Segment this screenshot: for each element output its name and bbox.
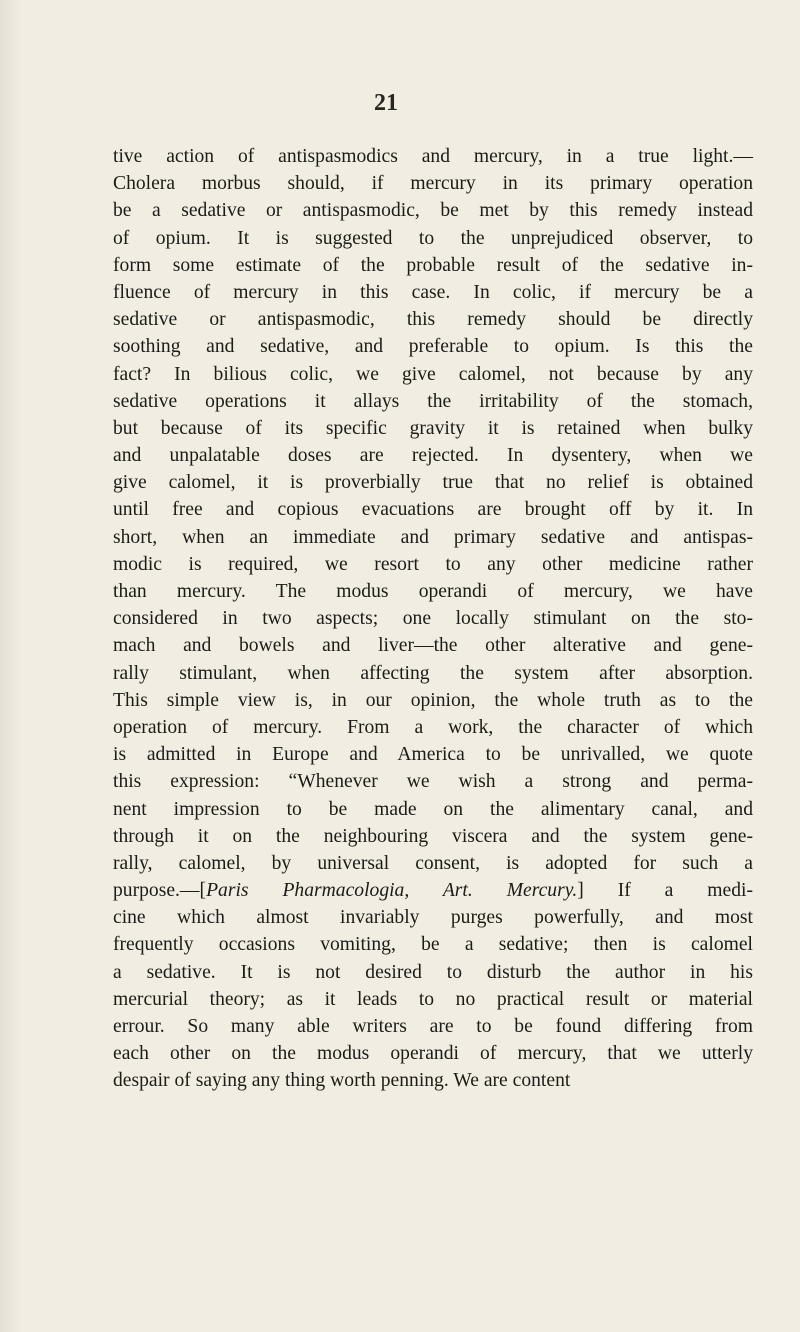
text-line: of opium. It is suggested to the unprejudiced observer, to: [113, 227, 753, 249]
text-line: through it on the neighbouring viscera and the system gene-: [113, 825, 753, 847]
text-line: fact? In bilious colic, we give calomel, not because by any: [113, 363, 753, 385]
page-number: 21: [374, 90, 398, 116]
text-line: each other on the modus operandi of mercury, that we utterly: [113, 1043, 753, 1065]
text-line: fluence of mercury in this case. In colic, if mercury be a: [113, 281, 753, 303]
body-text: [113, 143, 753, 1095]
text-line: form some estimate of the probable result of the sedative in-: [113, 254, 753, 276]
text-line: rally, calomel, by universal consent, is adopted for such a: [113, 852, 753, 874]
text-line: nent impression to be made on the alimentary canal, and: [113, 798, 753, 820]
text-line: sedative operations it allays the irritability of the stomach,: [113, 390, 753, 412]
text-line: rally stimulant, when affecting the system after absorption.: [113, 662, 753, 684]
text-line: Cholera morbus should, if mercury in its primary operation: [113, 173, 753, 195]
text-line: sedative or antispasmodic, this remedy should be directly: [113, 309, 753, 331]
text-line: until free and copious evacuations are brought off by it. In: [113, 499, 753, 521]
text-line: tive action of antispasmodics and mercury, in a true light.—: [113, 146, 753, 167]
text-line: give calomel, it is proverbially true that no relief is obtained: [113, 472, 753, 494]
text-line: soothing and sedative, and preferable to opium. Is this the: [113, 336, 753, 358]
text-line: considered in two aspects; one locally stimulant on the sto-: [113, 608, 753, 630]
text-line: frequently occasions vomiting, be a sedative; then is calomel: [113, 934, 753, 956]
citation-title: Paris Pharmacologia, Art. Mercury.: [206, 880, 578, 902]
text-line: a sedative. It is not desired to disturb the author in his: [113, 961, 753, 983]
text-line: errour. So many able writers are to be found differing from: [113, 1016, 753, 1037]
citation-lead: purpose.—[: [113, 880, 207, 902]
text-line: cine which almost invariably purges powerfully, and most: [113, 907, 753, 929]
text-line: this expression: “Whenever we wish a strong and perma-: [113, 771, 753, 793]
text-line: mach and bowels and liver—the other alterative and gene-: [113, 635, 753, 657]
text-line: mercurial theory; as it leads to no practical result or material: [113, 988, 753, 1010]
citation-tail: ] If a medi-: [577, 880, 754, 902]
text-line: be a sedative or antispasmodic, be met by this remedy instead: [113, 200, 753, 222]
scan-edge-shadow: [0, 0, 22, 1332]
text-line: than mercury. The modus operandi of mercury, we have: [113, 581, 753, 602]
text-line: This simple view is, in our opinion, the whole truth as to the: [113, 689, 753, 711]
text-line: modic is required, we resort to any other medicine rather: [113, 553, 753, 575]
text-line: short, when an immediate and primary sedative and antispas-: [113, 526, 753, 548]
text-line: operation of mercury. From a work, the character of which: [113, 716, 753, 738]
text-line: but because of its specific gravity it is retained when bulky: [113, 417, 753, 439]
text-line: despair of saying any thing worth penning. We are content: [113, 1070, 571, 1092]
text-line: is admitted in Europe and America to be unrivalled, we quote: [113, 744, 753, 766]
text-line: and unpalatable doses are rejected. In dysentery, when we: [113, 445, 753, 467]
citation-line: [113, 877, 753, 904]
